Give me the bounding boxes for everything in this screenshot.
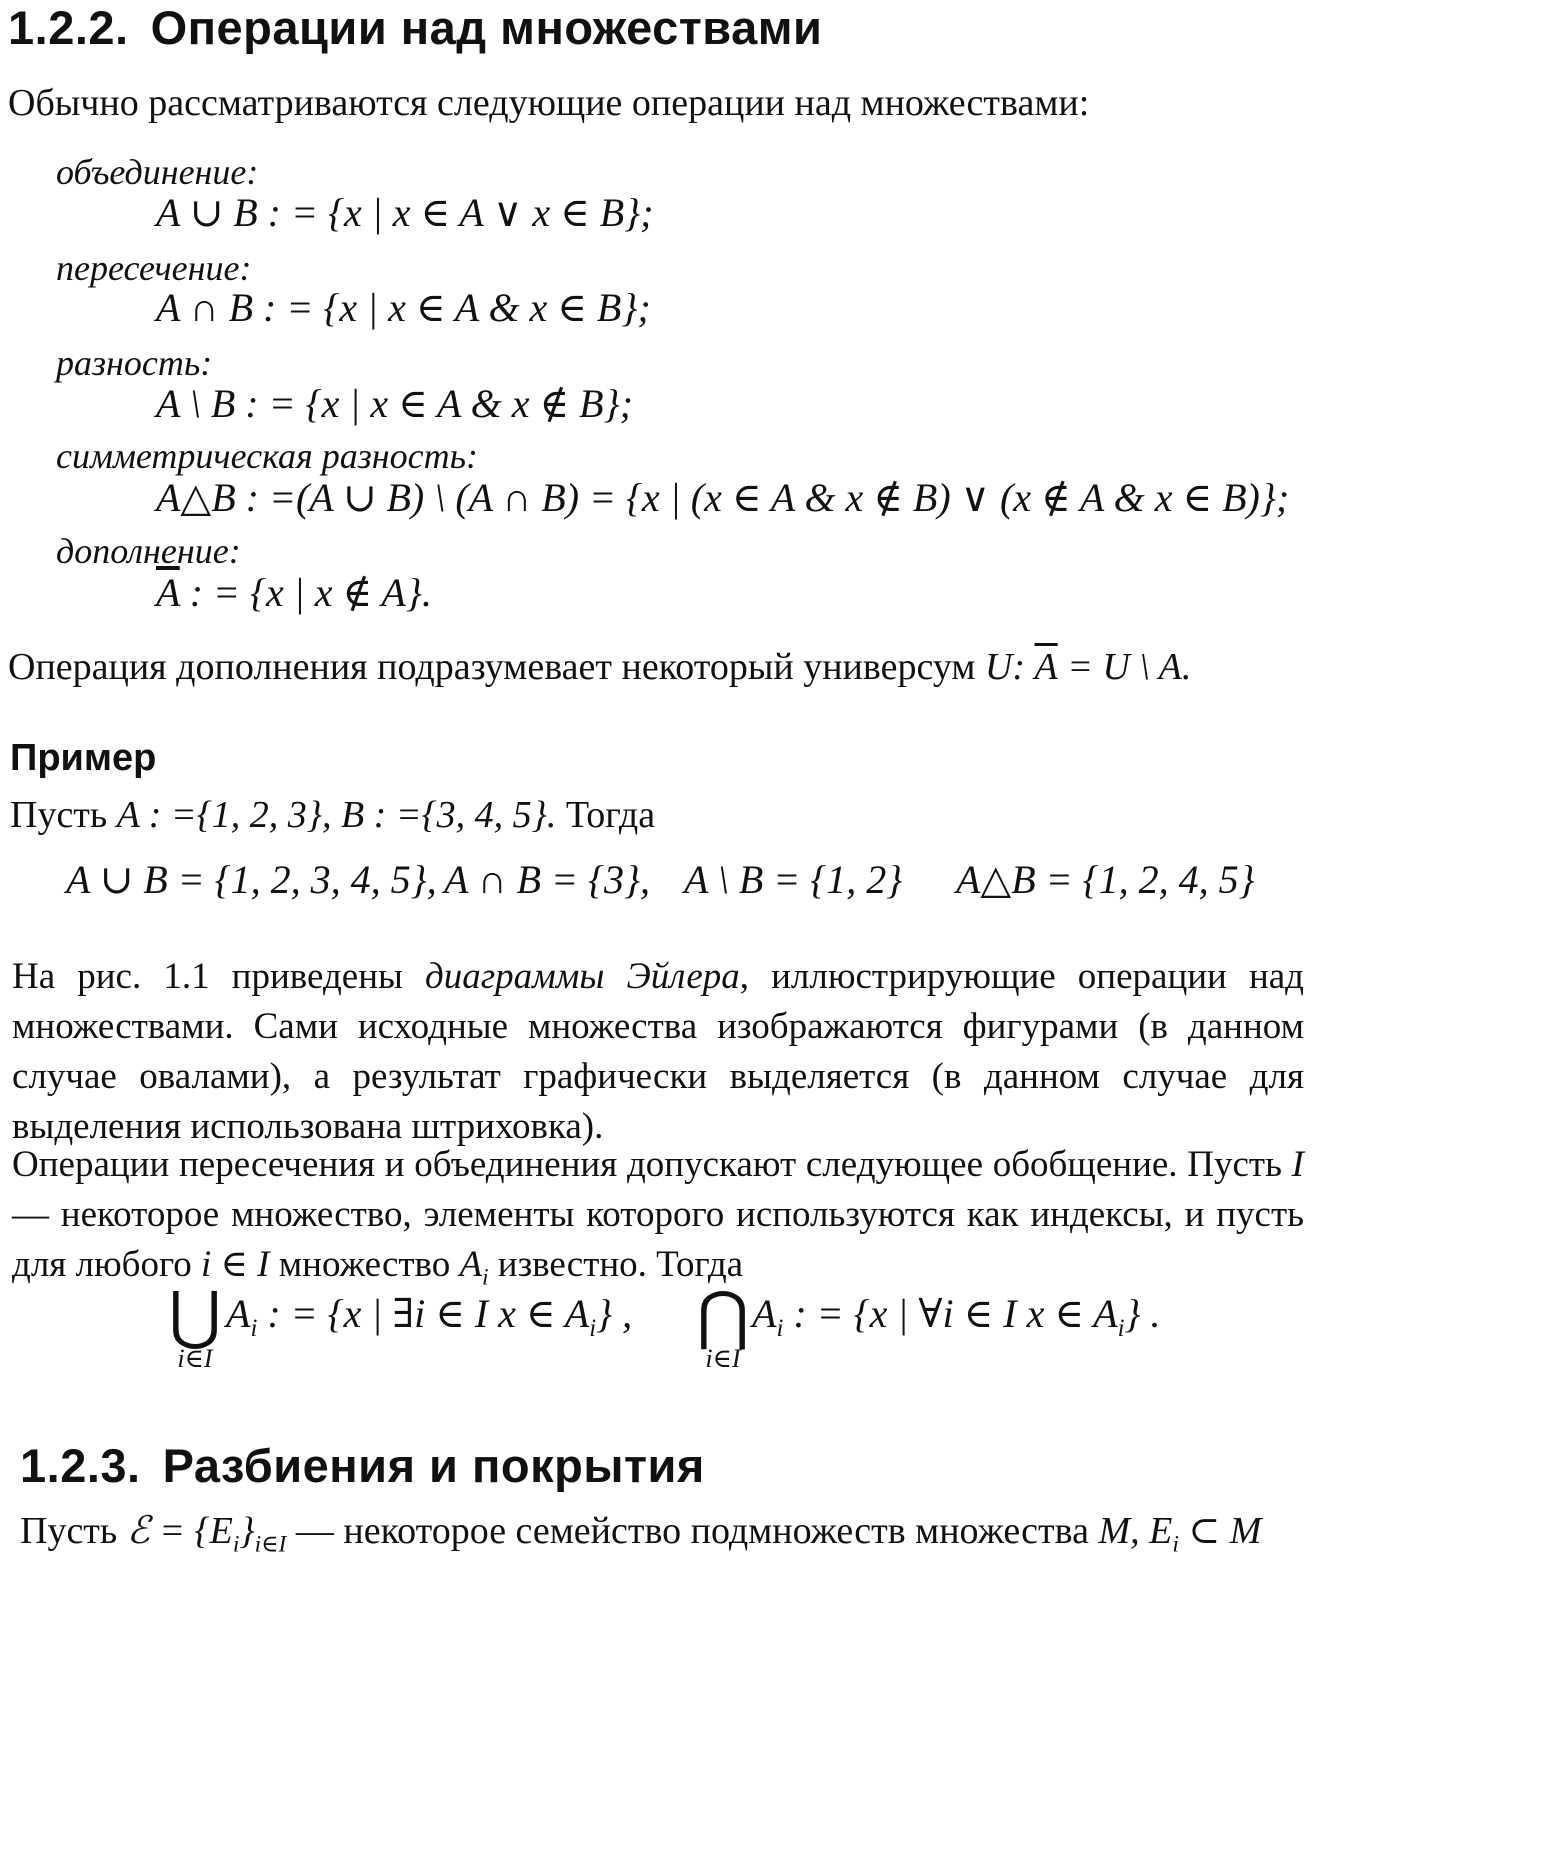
complement-note-text: Операция дополнения подразумевает некоторый универсум	[8, 646, 976, 688]
complement-overline-a: $\overline{A}$	[156, 570, 180, 615]
big-union-symbol: ⋃	[168, 1280, 222, 1351]
gen-var-ai: $A_i$	[459, 1244, 489, 1290]
operation-formula-intersection: A ∩ B : = {x | x ∈ A & x ∈ B};	[156, 285, 651, 330]
gen-part3: множество	[278, 1244, 451, 1285]
operation-formula-difference: A \ B : = {x | x ∈ A & x ∉ B};	[156, 381, 633, 426]
example-intro-end: Тогда	[565, 794, 656, 836]
complement-note-u: U:	[984, 646, 1025, 688]
generalization-paragraph	[12, 1140, 1304, 1302]
example-result-intersection: A ∩ B = {3},	[444, 857, 651, 902]
euler-text-italic: диаграммы Эйлера	[425, 956, 740, 997]
big-union-operator	[168, 1280, 222, 1374]
gen-part1: Операции пересечения и объединения допускают следующее обобщение. Пусть	[12, 1144, 1282, 1185]
last-line-subset: M, $E_i$ ⊂ M	[1098, 1510, 1262, 1558]
last-line-family: ℰ = $\{E_i\}_{i\in I}$	[126, 1510, 287, 1558]
euler-text-before: На рис. 1.1 приведены	[12, 956, 403, 997]
section2-heading	[20, 1438, 705, 1493]
example-result-union: A ∪ B = {1, 2, 3, 4, 5},	[66, 857, 437, 902]
big-union-index: i∈I	[177, 1344, 213, 1373]
big-union-formula: $A_i$ : = {x | ∃i ∈ I x ∈ $A_i$} ,	[226, 1291, 633, 1342]
gen-part4: известно. Тогда	[497, 1244, 744, 1285]
euler-text-after: , иллюстрирующие операции над множествами. Сами исходные множества изображаются фигурами (в данном случае овалами), а результат графически выделяется (в данном случае для выделения использована штриховка).	[12, 956, 1304, 1147]
euler-paragraph	[12, 952, 1304, 1152]
section2-number: 1.2.3.	[20, 1439, 141, 1492]
operation-formula-union: A ∪ B : = {x | x ∈ A ∨ x ∈ B};	[156, 190, 654, 235]
big-intersection-symbol: ⋂	[696, 1280, 750, 1351]
example-result-difference: A \ B = {1, 2}	[684, 857, 903, 902]
last-line-middle: — некоторое семейство подмножеств множества	[295, 1510, 1089, 1552]
gen-var-i-in: i ∈ I	[201, 1244, 270, 1285]
last-line-start: Пусть	[20, 1510, 118, 1552]
gen-part2: — некоторое множество, элементы которого используются как индексы, и пусть для любого	[12, 1194, 1304, 1285]
big-intersection-operator	[696, 1280, 750, 1374]
partition-intro-line	[20, 1512, 1261, 1557]
operation-formula-symmetric-difference: A△B : =(A ∪ B) \ (A ∩ B) = {x | (x ∈ A & x ∉ B) ∨ (x ∉ A & x ∈ B)};	[156, 475, 1290, 520]
intro-text: Обычно рассматриваются следующие операции над множествами:	[8, 82, 1090, 124]
gen-var-i-set: I	[1291, 1144, 1304, 1185]
example-intro-math: A : ={1, 2, 3}, B : ={3, 4, 5}.	[116, 794, 557, 836]
example-result-symmetric: A△B = {1, 2, 4, 5}	[956, 857, 1255, 902]
big-intersection-index: i∈I	[705, 1344, 741, 1373]
operation-label-complement: дополнение:	[56, 531, 241, 571]
example-intro-start: Пусть	[10, 794, 108, 836]
operation-label-difference: разность:	[56, 343, 213, 383]
section2-title: Разбиения и покрытия	[162, 1439, 705, 1492]
section-heading	[8, 0, 822, 55]
operation-label-symmetric-difference: симметрическая разность:	[56, 436, 479, 476]
complement-note	[8, 648, 1191, 686]
complement-note-rest: = U \ A.	[1067, 646, 1192, 688]
example-heading: Пример	[10, 737, 157, 779]
section-number: 1.2.2.	[8, 1, 129, 54]
section-title: Операции над множествами	[150, 1, 823, 54]
complement-formula-rest: : = {x | x ∉ A}.	[189, 570, 432, 615]
example-intro	[10, 796, 655, 834]
complement-note-a: $\overline{A}$	[1034, 646, 1058, 688]
big-intersection-formula: $A_i$ : = {x | ∀i ∈ I x ∈ $A_i$} .	[752, 1291, 1161, 1342]
operation-label-union: объединение:	[56, 152, 259, 192]
operation-label-intersection: пересечение:	[56, 248, 252, 288]
operation-formula-complement	[156, 570, 432, 615]
